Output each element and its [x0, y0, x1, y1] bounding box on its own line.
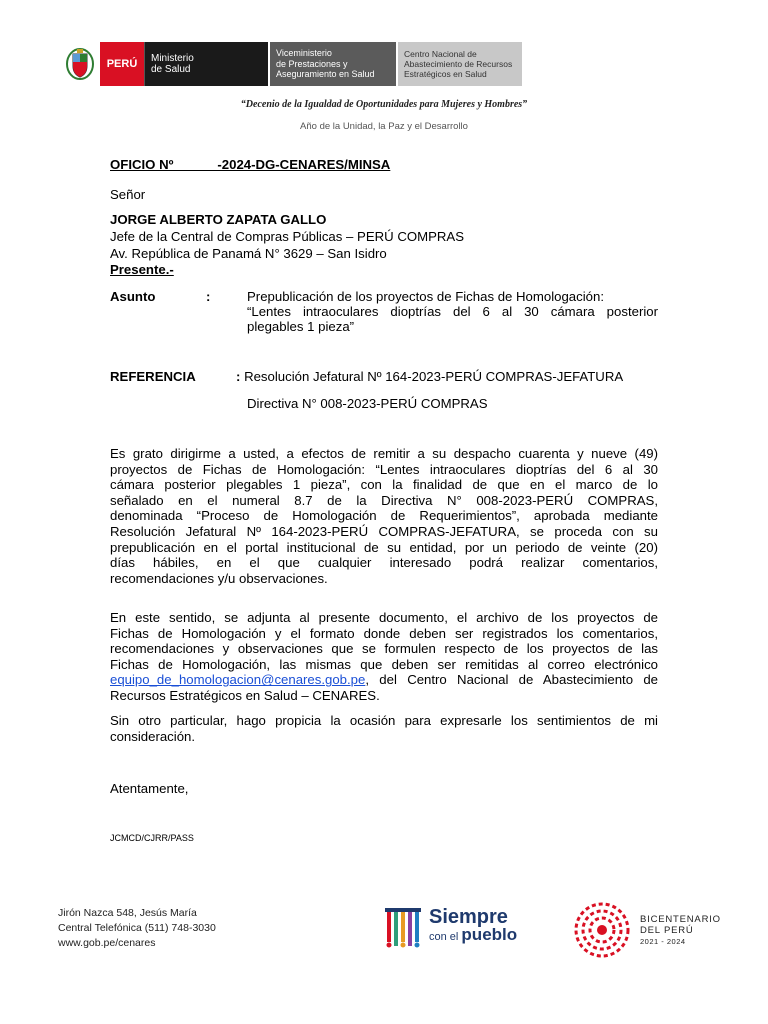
ministerio-line-1: Ministerio	[151, 53, 194, 64]
pueblo-word: pueblo	[461, 925, 518, 944]
email-link[interactable]: equipo_de_homologacion@cenares.gob.pe	[110, 672, 366, 688]
bicentenario-logo	[572, 900, 721, 960]
referencia-colon: :	[236, 369, 241, 384]
p1-line: señalado en el numeral 8.7 de la Directiva N° 008-2023-PERÚ COMPRAS,	[110, 492, 658, 508]
asunto-line: Prepublicación de los proyectos de Fichas de Homologación:	[247, 289, 604, 304]
bicent-line-1: BICENTENARIO	[640, 913, 721, 925]
p1-line: prepublicación en el portal institucional de su entidad, por un periodo de veinte (20)	[110, 539, 658, 555]
website-line: www.gob.pe/cenares	[58, 937, 156, 949]
p2-line: Fichas de Homologación y el formato donde deben ser registrados los comentarios,	[110, 625, 658, 641]
bicentenario-icon	[572, 900, 632, 960]
referencia-1	[236, 369, 623, 384]
closing: Atentamente,	[110, 781, 189, 796]
con-el-pueblo	[429, 926, 517, 946]
centro-line-2: Abastecimiento de Recursos	[404, 59, 513, 69]
p2-line-email	[110, 672, 658, 688]
p1-line: recomendaciones y/u observaciones.	[110, 570, 328, 586]
p1-line: días hábiles, en el que cualquier interesado podrá realizar comentarios,	[110, 555, 658, 571]
presente-label: Presente.-	[110, 262, 174, 277]
phone-line: Central Telefónica (511) 748-3030	[58, 922, 216, 934]
centro-line-1: Centro Nacional de	[404, 49, 477, 59]
oficio-number: OFICIO Nº -2024-DG-CENARES/MINSA	[110, 157, 391, 172]
referencia-2: Directiva N° 008-2023-PERÚ COMPRAS	[247, 396, 488, 411]
asunto-colon: :	[206, 289, 211, 304]
paragraph-3	[110, 713, 658, 744]
referencia-1-text: Resolución Jefatural Nº 164-2023-PERÚ COMPRAS-JEFATURA	[240, 369, 624, 384]
referencia-label: REFERENCIA	[110, 369, 196, 384]
p1-line: Resolución Jefatural Nº 164-2023-PERÚ COMPRAS-JEFATURA, se proceda con su	[110, 523, 658, 539]
siempre-logo	[383, 904, 517, 950]
centro-line-3: Estratégicos en Salud	[404, 69, 487, 79]
viceministerio-label	[270, 42, 396, 86]
p2-line: Recursos Estratégicos en Salud – CENARES.	[110, 687, 380, 703]
coat-of-arms-icon	[62, 42, 98, 86]
bicent-years: 2021 - 2024	[640, 936, 686, 946]
asunto-label: Asunto	[110, 289, 156, 304]
p1-line: cámara posterior plegables 1 pieza”, con la finalidad de que en el marco de lo	[110, 477, 658, 493]
p2-line: En este sentido, se adjunta al presente documento, el archivo de los proyectos de	[110, 610, 658, 625]
p2-line: recomendaciones y observaciones que se formulen respecto de los proyectos de las	[110, 641, 658, 657]
p1-line: Es grato dirigirme a usted, a efectos de remitir a su despacho cuarenta y nueve (49)	[110, 446, 658, 461]
salutation: Señor	[110, 187, 146, 202]
asunto-line: plegables 1 pieza”	[247, 319, 355, 334]
p3-line: consideración.	[110, 728, 196, 744]
header-banner	[62, 42, 522, 86]
recipient-name: JORGE ALBERTO ZAPATA GALLO	[110, 212, 327, 227]
p2-after-email: , del Centro Nacional de Abastecimiento de	[365, 672, 658, 688]
anio-title: Año de la Unidad, la Paz y el Desarrollo	[300, 121, 468, 132]
siempre-pueblo-icon	[383, 904, 423, 950]
siempre-word: Siempre	[429, 906, 508, 928]
footer-address	[58, 906, 216, 951]
p1-line: denominada “Proceso de Homologación de Requerimientos”, aprobada mediante	[110, 508, 658, 524]
peru-label: PERÚ	[100, 42, 144, 86]
con-el-word: con el	[429, 931, 459, 943]
p3-line: Sin otro particular, hago propicia la ocasión para expresarle los sentimientos de mi	[110, 713, 658, 728]
paragraph-2	[110, 610, 658, 704]
vice-line-3: Aseguramiento en Salud	[276, 69, 375, 80]
address-line: Jirón Nazca 548, Jesús María	[58, 907, 197, 919]
initials: JCMCD/CJRR/PASS	[110, 833, 194, 843]
ministerio-line-2: de Salud	[151, 64, 191, 75]
vice-line-1: Viceministerio	[276, 48, 332, 59]
paragraph-1	[110, 446, 658, 586]
bicent-line-2: DEL PERÚ	[640, 924, 694, 936]
ministerio-label	[144, 42, 268, 86]
p1-line: proyectos de Fichas de Homologación: “Lentes intraoculares dioptrías del 6 al 30	[110, 461, 658, 477]
p2-line: Fichas de Homologación, las mismas que deben ser remitidas al correo electrónico	[110, 656, 658, 672]
vice-line-2: de Prestaciones y	[276, 58, 348, 69]
centro-label	[398, 42, 522, 86]
decenio-title: “Decenio de la Igualdad de Oportunidades para Mujeres y Hombres”	[240, 99, 528, 110]
asunto-text	[247, 289, 658, 334]
recipient-title: Jefe de la Central de Compras Públicas – PERÚ COMPRAS	[110, 229, 465, 244]
asunto-line: “Lentes intraoculares dioptrías del 6 al 30 cámara posterior	[247, 304, 658, 319]
recipient-address: Av. República de Panamá N° 3629 – San Isidro	[110, 246, 387, 261]
bicentenario-text	[640, 914, 721, 947]
siempre-text	[429, 908, 517, 946]
